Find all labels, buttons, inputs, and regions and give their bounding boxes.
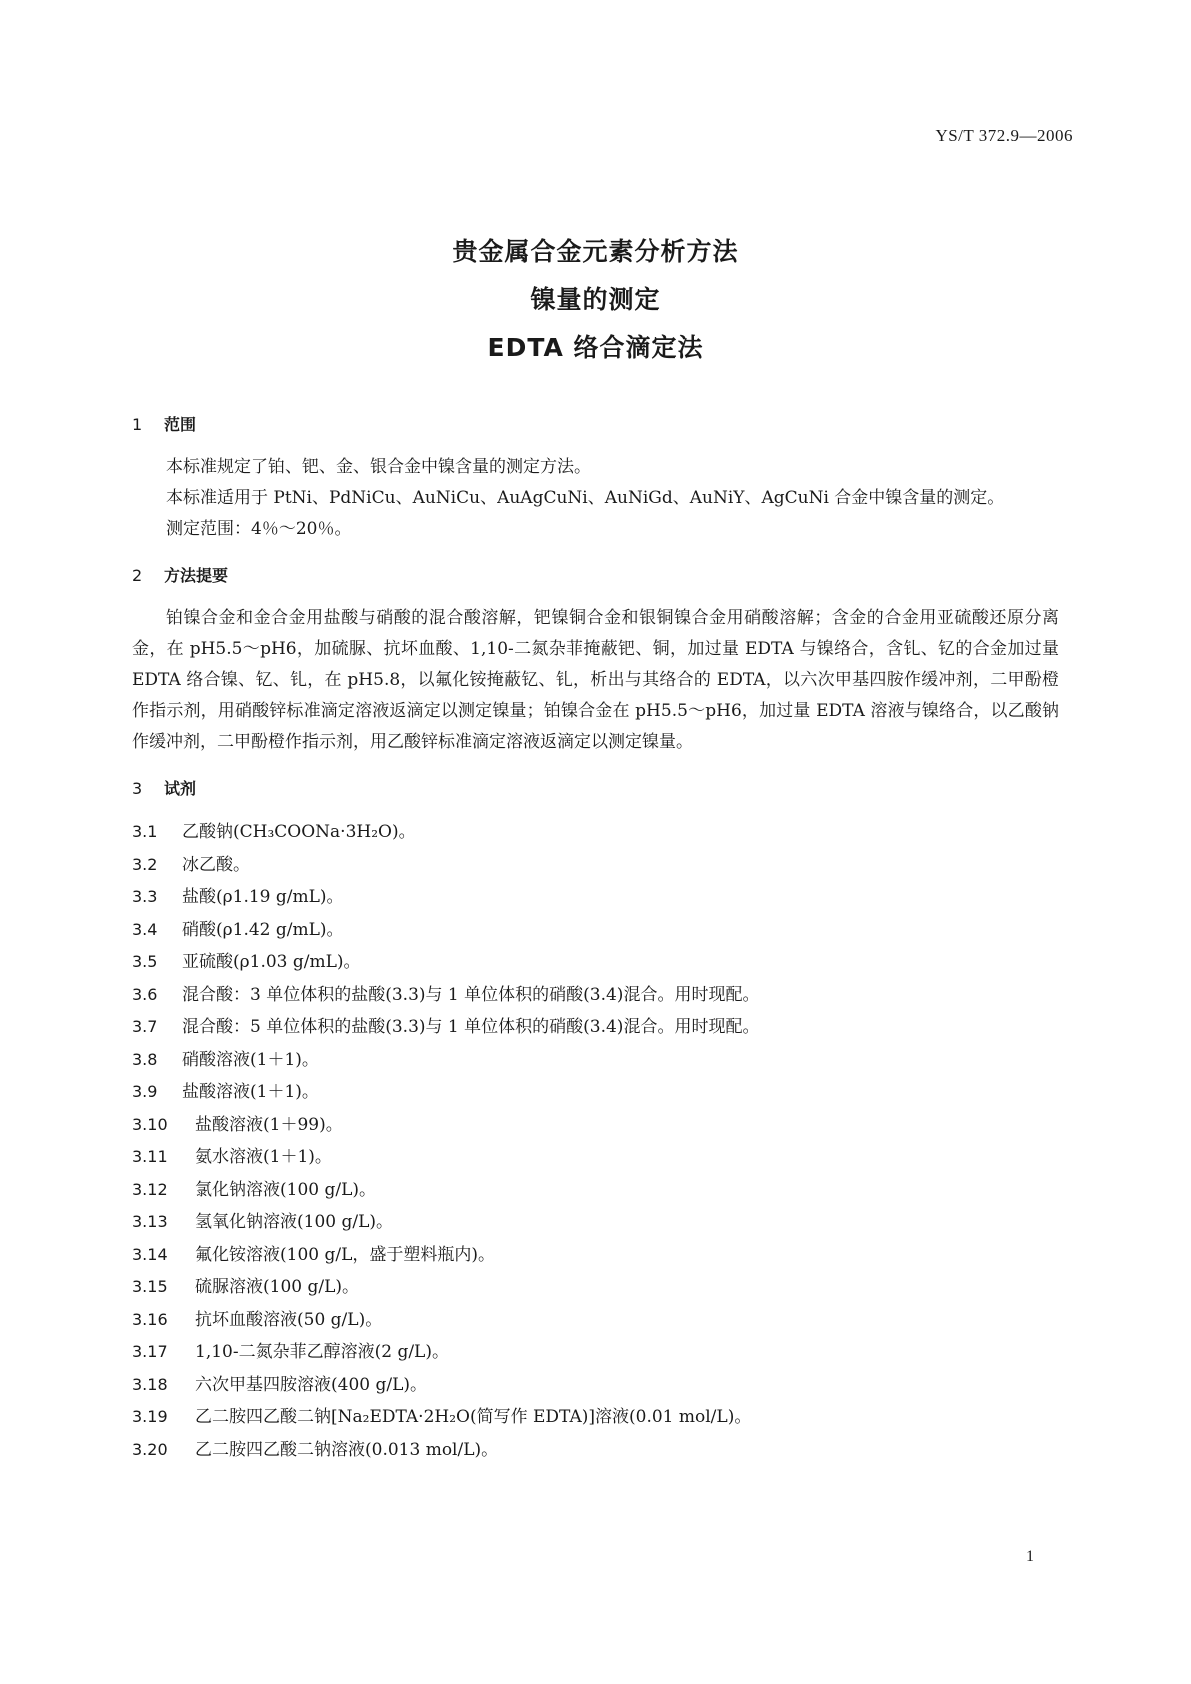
reagent-item (132, 1239, 1059, 1272)
reagent-number: 3.9 (132, 1082, 158, 1101)
paragraph: 铂镍合金和金合金用盐酸与硝酸的混合酸溶解，钯镍铜合金和银铜镍合金用硝酸溶解；含金的合金用亚硫酸还原分离金，在 pH5.5～pH6，加硫脲、抗坏血酸、1,10-二氮杂菲掩蔽钯、铜，加过量 EDTA 与镍络合，含钆、钇的合金加过量 EDTA 络合镍、钇、钆，在 pH5.8，以氟化铵掩蔽钇、钆，析出与其络合的 EDTA，以六次甲基四胺作缓冲剂，二甲酚橙作指示剂，用硝酸锌标准滴定溶液返滴定以测定镍量；铂镍合金在 pH5.5～pH6，加过量 EDTA 溶液与镍络合，以乙酸钠作缓冲剂，二甲酚橙作指示剂，用乙酸锌标准滴定溶液返滴定以测定镍量。 (132, 608, 1059, 752)
reagent-text: 冰乙酸。 (182, 854, 250, 875)
document-title (0, 228, 1191, 372)
standard-code: YS/T 372.9—2006 (935, 126, 1073, 145)
reagent-item (132, 979, 1059, 1012)
reagent-item (132, 946, 1059, 979)
paragraph: 本标准适用于 PtNi、PdNiCu、AuNiCu、AuAgCuNi、AuNiGd、AuNiY、AgCuNi 合金中镍含量的测定。 (166, 488, 1005, 508)
reagent-text: 乙二胺四乙酸二钠溶液(0.013 mol/L)。 (195, 1439, 499, 1460)
section-number: 1 (132, 415, 143, 434)
section-title: 范围 (164, 415, 197, 434)
reagent-text: 硝酸溶液(1＋1)。 (182, 1049, 319, 1070)
paragraph: 本标准规定了铂、钯、金、银合金中镍含量的测定方法。 (166, 457, 591, 477)
reagent-text: 乙酸钠(CH₃COONa·3H₂O)。 (182, 822, 416, 842)
reagent-text: 氟化铵溶液(100 g/L，盛于塑料瓶内)。 (195, 1244, 496, 1265)
reagent-item (132, 1336, 1059, 1369)
reagent-text: 氯化钠溶液(100 g/L)。 (195, 1179, 377, 1200)
reagent-item (132, 881, 1059, 914)
reagent-number: 3.6 (132, 984, 158, 1004)
reagent-text: 硫脲溶液(100 g/L)。 (195, 1277, 360, 1297)
section-2-heading (132, 563, 1059, 589)
reagent-number: 3.18 (132, 1374, 168, 1394)
reagent-text: 乙二胺四乙酸二钠[Na₂EDTA·2H₂O(简写作 EDTA)]溶液(0.01 mol/L)。 (195, 1407, 752, 1427)
reagent-text: 氢氧化钠溶液(100 g/L)。 (195, 1212, 394, 1232)
reagent-item (132, 1401, 1059, 1434)
reagent-number: 3.19 (132, 1407, 168, 1426)
reagent-item (132, 1304, 1059, 1337)
reagent-number: 3.7 (132, 1017, 158, 1036)
reagent-number: 3.4 (132, 919, 158, 939)
reagent-text: 盐酸溶液(1＋1)。 (182, 1082, 319, 1102)
section-1-heading (132, 412, 1059, 438)
reagent-item (132, 1109, 1059, 1142)
reagent-text: 六次甲基四胺溶液(400 g/L)。 (195, 1374, 428, 1395)
reagent-number: 3.2 (132, 854, 158, 874)
reagent-item (132, 1044, 1059, 1077)
section-title: 试剂 (164, 779, 197, 798)
section-3-heading (132, 776, 1059, 802)
document-body (132, 412, 1059, 1466)
reagent-item (132, 914, 1059, 947)
reagent-text: 亚硫酸(ρ1.03 g/mL)。 (182, 952, 361, 972)
reagent-item (132, 1206, 1059, 1239)
reagent-item (132, 1434, 1059, 1467)
paragraph: 测定范围：4％～20％。 (166, 519, 352, 539)
reagent-number: 3.3 (132, 887, 158, 906)
reagent-text: 混合酸：5 单位体积的盐酸(3.3)与 1 单位体积的硝酸(3.4)混合。用时现配。 (182, 1017, 760, 1037)
reagent-number: 3.15 (132, 1277, 168, 1296)
reagent-text: 抗坏血酸溶液(50 g/L)。 (195, 1309, 383, 1330)
title-line-2: 镍量的测定 (530, 285, 661, 314)
reagent-number: 3.13 (132, 1212, 168, 1231)
section-number: 3 (132, 779, 143, 798)
reagent-item (132, 1011, 1059, 1044)
reagent-item (132, 1174, 1059, 1207)
reagent-item (132, 849, 1059, 882)
title-line-3: EDTA 络合滴定法 (487, 333, 704, 362)
reagent-item (132, 1369, 1059, 1402)
reagent-number: 3.17 (132, 1342, 168, 1361)
reagent-number: 3.11 (132, 1147, 168, 1166)
title-line-1: 贵金属合金元素分析方法 (452, 237, 739, 266)
reagent-text: 1,10-二氮杂菲乙醇溶液(2 g/L)。 (195, 1342, 449, 1362)
reagent-text: 混合酸：3 单位体积的盐酸(3.3)与 1 单位体积的硝酸(3.4)混合。用时现配。 (182, 984, 760, 1005)
reagent-item (132, 1076, 1059, 1109)
section-title: 方法提要 (164, 566, 229, 585)
reagent-text: 硝酸(ρ1.42 g/mL)。 (182, 919, 344, 940)
section-number: 2 (132, 566, 143, 585)
reagent-number: 3.16 (132, 1309, 168, 1329)
reagent-number: 3.20 (132, 1439, 168, 1459)
reagent-number: 3.5 (132, 952, 158, 971)
reagent-item (132, 1271, 1059, 1304)
reagent-number: 3.8 (132, 1049, 158, 1069)
reagent-item (132, 1141, 1059, 1174)
reagent-text: 氨水溶液(1＋1)。 (195, 1147, 332, 1167)
reagent-text: 盐酸溶液(1＋99)。 (195, 1114, 343, 1135)
page-number: 1 (1026, 1548, 1034, 1565)
reagent-number: 3.12 (132, 1179, 168, 1199)
reagent-number: 3.1 (132, 822, 158, 841)
reagent-text: 盐酸(ρ1.19 g/mL)。 (182, 887, 344, 907)
reagent-number: 3.14 (132, 1244, 168, 1264)
reagent-number: 3.10 (132, 1114, 168, 1134)
reagent-item (132, 816, 1059, 849)
